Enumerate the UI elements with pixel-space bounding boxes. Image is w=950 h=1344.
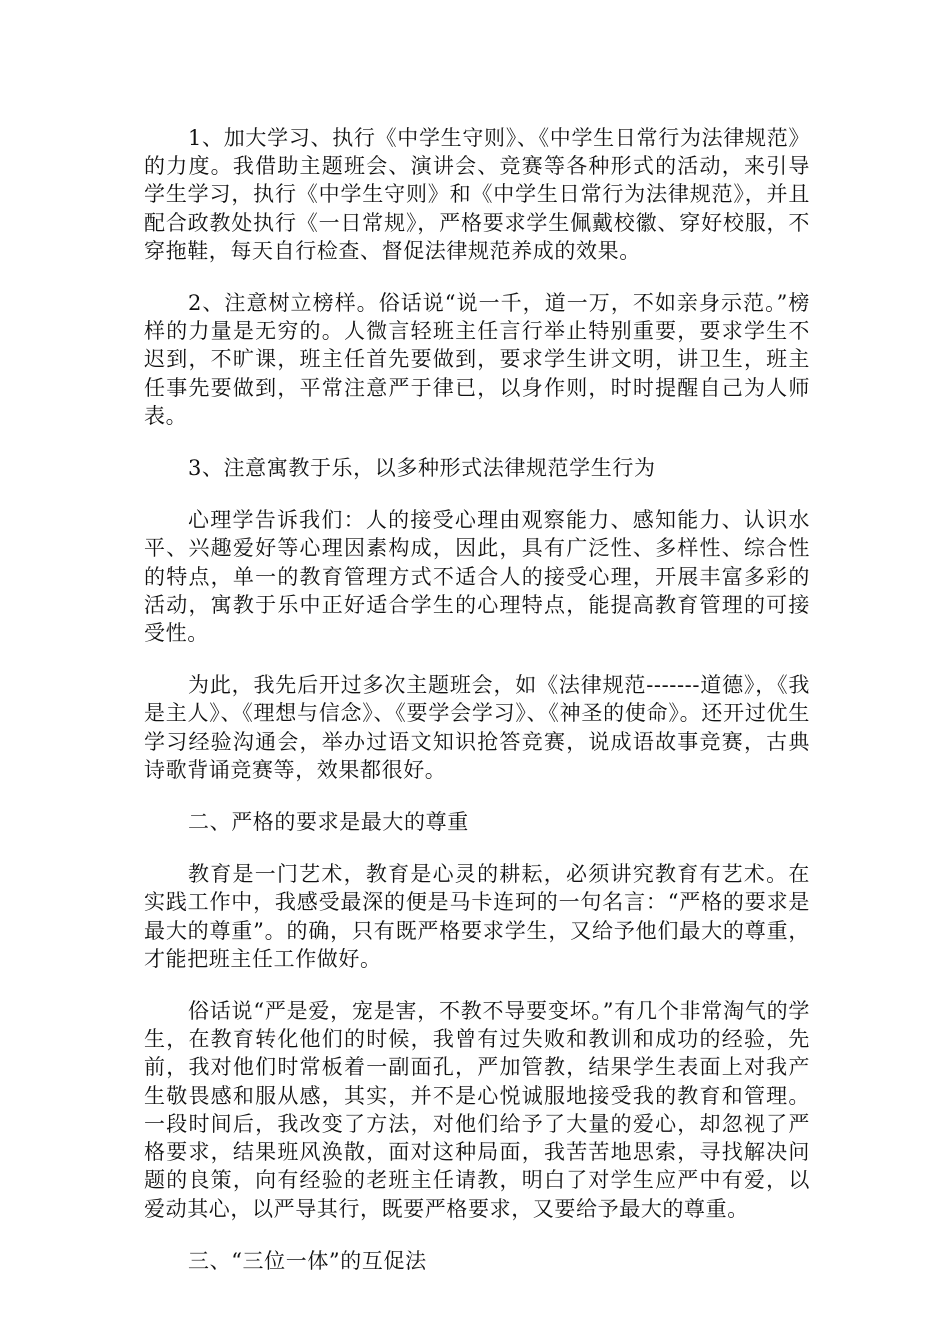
paragraph-strict-love: 俗话说“严是爱，宠是害，不教不导要变坏。”有几个非常淘气的学生，在教育转化他们的时候，我曾有过失败和教训和成功的经验，先前，我对他们时常板着一副面孔，严加管教，结果学生表面上对我产生敬畏感和服从感，其实，并不是心悦诚服地接受我的教育和管理。一段时间后，我改变了方法，对他们给予了大量的爱心，却忽视了严格要求，结果班风涣散，面对这种局面，我苦苦地思索，寻找解决问题的良策，向有经验的老班主任请教，明白了对学生应严中有爱，以爱动其心，以严导其行，既要严格要求，又要给予最大的尊重。 — [144, 999, 810, 1221]
paragraph-education-art: 教育是一门艺术，教育是心灵的耕耘，必须讲究教育有艺术。在实践工作中，我感受最深的便是马卡连珂的一句名言：“严格的要求是最大的尊重”。的确，只有既严格要求学生，又给予他们最大的尊重，才能把班主任工作做好。 — [144, 862, 810, 971]
paragraph-study-rules: 1、加大学习、执行《中学生守则》、《中学生日常行为法律规范》的力度。我借助主题班会、演讲会、竞赛等各种形式的活动，来引导学生学习，执行《中学生守则》和《中学生日常行为法律规范》，并且配合政教处执行《一日常规》，严格要求学生佩戴校徽、穿好校服，不穿拖鞋，每天自行检查、督促法律规范养成的效果。 — [144, 126, 810, 263]
section-heading-three-in-one: 三、“三位一体”的互促法 — [188, 1248, 427, 1273]
paragraph-role-model: 2、注意树立榜样。俗话说“说一千，道一万，不如亲身示范。”榜样的力量是无穷的。人微言轻班主任言行举止特别重要，要求学生不迟到，不旷课，班主任首先要做到，要求学生讲文明，讲卫生，班主任事先要做到，平常注意严于律已，以身作则，时时提醒自己为人师表。 — [144, 291, 810, 428]
document-body — [144, 124, 810, 1299]
section-heading-strict-requirements: 二、严格的要求是最大的尊重 — [188, 810, 469, 835]
paragraph-psychology: 心理学告诉我们：人的接受心理由观察能力、感知能力、认识水平、兴趣爱好等心理因素构成，因此，具有广泛性、多样性、综合性的特点，单一的教育管理方式不适合人的接受心理，开展丰富多彩的活动，寓教于乐中正好适合学生的心理特点，能提高教育管理的可接受性。 — [144, 508, 810, 646]
paragraph-class-meetings: 为此，我先后开过多次主题班会，如《法律规范-------道德》，《我是主人》、《理想与信念》、《要学会学习》、《神圣的使命》。还开过优生学习经验沟通会，举办过语文知识抢答竞赛，说成语故事竞赛，古典诗歌背诵竞赛等，效果都很好。 — [144, 673, 810, 782]
paragraph-teach-through-fun: 3、注意寓教于乐，以多种形式法律规范学生行为 — [188, 456, 656, 481]
